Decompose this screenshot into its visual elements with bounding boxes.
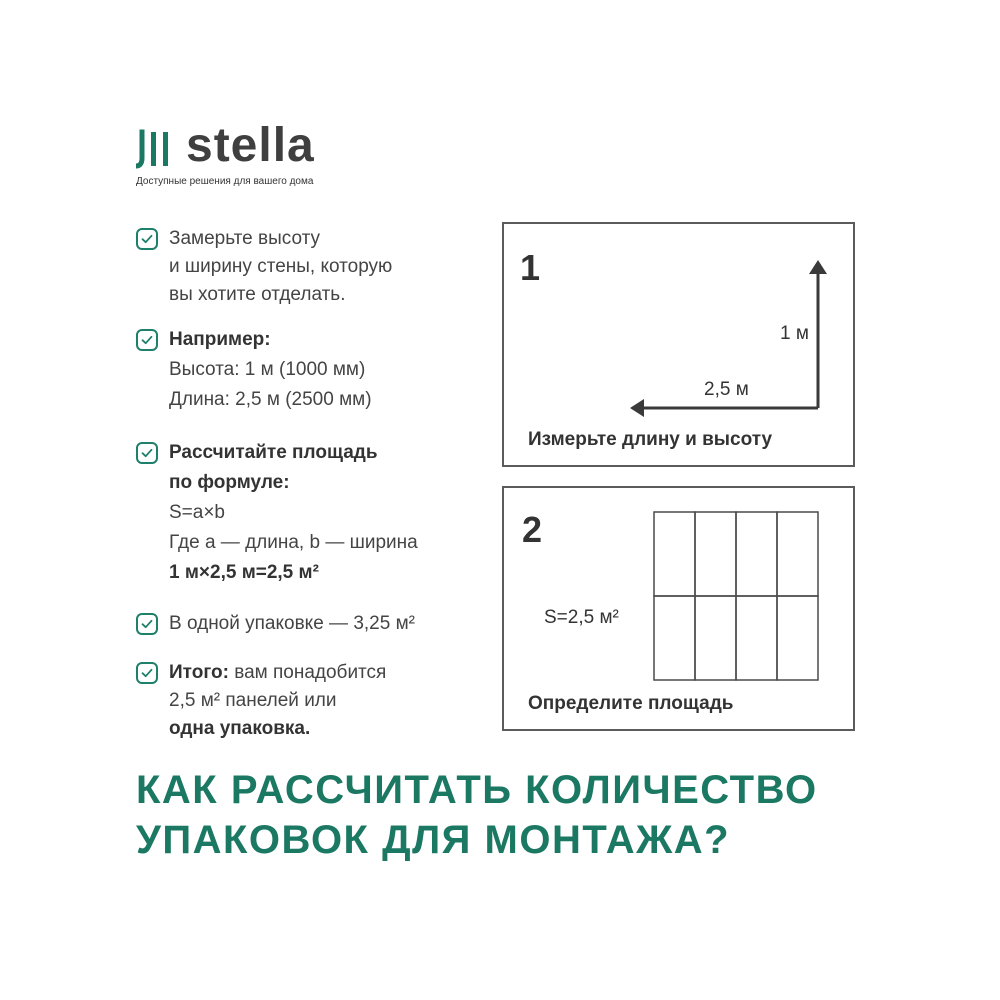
step-emphasis: одна упаковка. (169, 718, 311, 739)
panel-measure (502, 222, 855, 467)
formula-result: 1 м×2,5 м=2,5 м² (169, 562, 319, 583)
height-label: 1 м (780, 323, 809, 344)
panel-caption: Измерьте длину и высоту (528, 429, 773, 450)
step-title: Рассчитайте площадь (169, 442, 378, 463)
step-line: Где а — длина, b — ширина (169, 532, 418, 553)
panel-number: 1 (520, 247, 541, 288)
wall-panel-tile (777, 512, 818, 596)
page-heading (136, 765, 818, 865)
wall-panel-tile (736, 512, 777, 596)
step-line: 2,5 м² панелей или (169, 690, 337, 711)
heading-line: КАК РАССЧИТАТЬ КОЛИЧЕСТВО (136, 768, 818, 812)
step-line: вы хотите отделать. (169, 284, 346, 305)
width-label: 2,5 м (704, 379, 749, 400)
formula: S=a×b (169, 502, 225, 523)
wall-panel-tile (777, 596, 818, 680)
wall-panel-tile (695, 512, 736, 596)
step-title: по формуле: (169, 472, 290, 493)
check-icon (136, 228, 158, 250)
arrow-left-icon (630, 399, 644, 417)
brand-name: stella (186, 119, 315, 172)
step-line: Высота: 1 м (1000 мм) (169, 359, 366, 380)
step-title: Например: (169, 329, 271, 350)
check-icon (136, 329, 158, 351)
step-line: Замерьте высоту (169, 228, 321, 249)
heading-line: УПАКОВОК ДЛЯ МОНТАЖА? (136, 818, 731, 862)
check-icon (136, 662, 158, 684)
area-label: S=2,5 м² (544, 607, 619, 628)
step-line: В одной упаковке — 3,25 м² (169, 613, 415, 634)
panel-area (502, 486, 855, 731)
step-line: вам понадобится (228, 662, 387, 683)
step-title: Итого: (169, 662, 229, 683)
arrow-up-icon (809, 260, 827, 274)
panel-caption: Определите площадь (528, 693, 734, 714)
panel-tile-grid (652, 510, 820, 682)
step-line: Длина: 2,5 м (2500 мм) (169, 389, 372, 410)
wall-panel-tile (654, 596, 695, 680)
wall-panel-tile (736, 596, 777, 680)
step-line: и ширину стены, которую (169, 256, 393, 277)
stella-logo-icon (136, 128, 180, 170)
wall-panel-tile (654, 512, 695, 596)
brand-tagline: Доступные решения для вашего дома (136, 176, 314, 187)
panel-number: 2 (522, 509, 543, 550)
wall-panel-tile (695, 596, 736, 680)
check-icon (136, 442, 158, 464)
check-icon (136, 613, 158, 635)
